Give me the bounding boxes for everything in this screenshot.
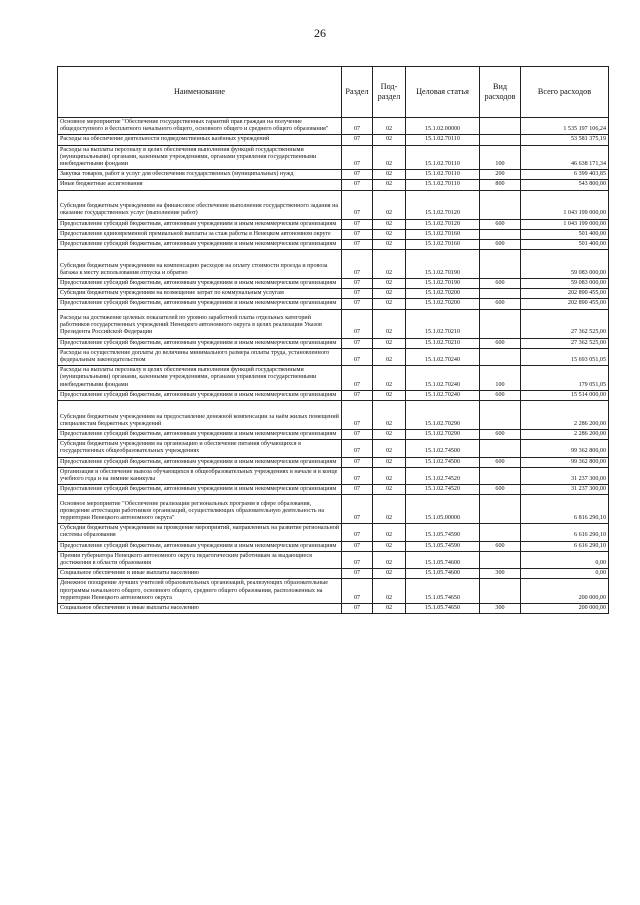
cell-target: 15.1.02.70200 bbox=[406, 299, 480, 309]
cell-section: 07 bbox=[342, 603, 373, 613]
cell-kind: 600 bbox=[480, 485, 521, 495]
table-row bbox=[58, 309, 609, 338]
cell-subsection: 02 bbox=[373, 309, 406, 338]
cell-total: 27 362 525,00 bbox=[521, 338, 609, 348]
cell-kind bbox=[480, 400, 521, 429]
cell-total: 15 514 000,00 bbox=[521, 390, 609, 400]
cell-section: 07 bbox=[342, 579, 373, 604]
table-row bbox=[58, 338, 609, 348]
cell-name: Иные бюджетные ассигнования bbox=[58, 180, 342, 190]
cell-subsection: 02 bbox=[373, 239, 406, 249]
cell-kind bbox=[480, 524, 521, 541]
cell-kind bbox=[480, 551, 521, 568]
table-row bbox=[58, 485, 609, 495]
table-row bbox=[58, 603, 609, 613]
cell-target: 15.1.02.74500 bbox=[406, 440, 480, 457]
header-subsection: Под- раздел bbox=[373, 67, 406, 118]
cell-target: 15.1.02.70110 bbox=[406, 180, 480, 190]
cell-section: 07 bbox=[342, 541, 373, 551]
table-row bbox=[58, 524, 609, 541]
cell-section: 07 bbox=[342, 118, 373, 135]
cell-target: 15.1.05.74600 bbox=[406, 551, 480, 568]
cell-kind bbox=[480, 579, 521, 604]
cell-subsection: 02 bbox=[373, 135, 406, 145]
cell-total: 202 890 455,00 bbox=[521, 289, 609, 299]
header-section: Раздел bbox=[342, 67, 373, 118]
table-row bbox=[58, 239, 609, 249]
cell-target: 15.1.02.70290 bbox=[406, 400, 480, 429]
cell-subsection: 02 bbox=[373, 457, 406, 467]
cell-target: 15.1.02.70120 bbox=[406, 190, 480, 219]
cell-section: 07 bbox=[342, 348, 373, 365]
cell-name: Предоставление субсидий бюджетным, автономным учреждениям и иным некоммерческим организациям bbox=[58, 279, 342, 289]
table-row bbox=[58, 170, 609, 180]
cell-section: 07 bbox=[342, 170, 373, 180]
cell-section: 07 bbox=[342, 467, 373, 484]
table-row bbox=[58, 348, 609, 365]
cell-subsection: 02 bbox=[373, 145, 406, 170]
cell-total: 1 535 197 106,24 bbox=[521, 118, 609, 135]
page-number: 26 bbox=[314, 26, 326, 40]
cell-name: Основное мероприятие "Обеспечение государственных гарантий прав граждан на получение общедоступного и бесплатного начального общего, основного общего и среднего общего образования" bbox=[58, 118, 342, 135]
cell-kind bbox=[480, 135, 521, 145]
cell-subsection: 02 bbox=[373, 279, 406, 289]
cell-subsection: 02 bbox=[373, 219, 406, 229]
cell-section: 07 bbox=[342, 135, 373, 145]
cell-target: 15.1.02.74500 bbox=[406, 457, 480, 467]
cell-total: 6 399 403,85 bbox=[521, 170, 609, 180]
cell-subsection: 02 bbox=[373, 229, 406, 239]
cell-section: 07 bbox=[342, 524, 373, 541]
table-row bbox=[58, 135, 609, 145]
cell-name: Предоставление субсидий бюджетным, автономным учреждениям и иным некоммерческим организациям bbox=[58, 485, 342, 495]
cell-kind: 600 bbox=[480, 541, 521, 551]
cell-subsection: 02 bbox=[373, 541, 406, 551]
cell-subsection: 02 bbox=[373, 180, 406, 190]
cell-total: 31 237 300,00 bbox=[521, 485, 609, 495]
table-row bbox=[58, 569, 609, 579]
cell-subsection: 02 bbox=[373, 366, 406, 391]
cell-section: 07 bbox=[342, 485, 373, 495]
cell-kind: 600 bbox=[480, 390, 521, 400]
cell-section: 07 bbox=[342, 551, 373, 568]
cell-section: 07 bbox=[342, 190, 373, 219]
cell-name: Предоставление субсидий бюджетным, автономным учреждениям и иным некоммерческим организациям bbox=[58, 338, 342, 348]
cell-kind bbox=[480, 250, 521, 279]
cell-target: 15.1.02.74520 bbox=[406, 467, 480, 484]
cell-name: Субсидии бюджетным учреждениям на компенсацию расходов на оплату стоимости проезда и провоза багажа к месту использования отпуска и обратно bbox=[58, 250, 342, 279]
cell-kind bbox=[480, 440, 521, 457]
cell-total: 2 286 200,00 bbox=[521, 429, 609, 439]
cell-subsection: 02 bbox=[373, 338, 406, 348]
cell-target: 15.1.02.70240 bbox=[406, 366, 480, 391]
cell-target: 15.1.02.70160 bbox=[406, 239, 480, 249]
table-row bbox=[58, 541, 609, 551]
cell-kind: 300 bbox=[480, 569, 521, 579]
header-kind: Вид расходов bbox=[480, 67, 521, 118]
table-row bbox=[58, 118, 609, 135]
cell-total: 2 286 200,00 bbox=[521, 400, 609, 429]
cell-subsection: 02 bbox=[373, 579, 406, 604]
cell-name: Предоставление субсидий бюджетным, автономным учреждениям и иным некоммерческим организациям bbox=[58, 390, 342, 400]
cell-name: Предоставление единовременной премиальной выплаты за стаж работы в Ненецком автономном округе bbox=[58, 229, 342, 239]
cell-total: 15 693 051,05 bbox=[521, 348, 609, 365]
header-name: Наименование bbox=[58, 67, 342, 118]
table-header bbox=[58, 67, 609, 118]
cell-target: 15.1.05.74590 bbox=[406, 524, 480, 541]
cell-total: 46 638 171,34 bbox=[521, 145, 609, 170]
cell-section: 07 bbox=[342, 219, 373, 229]
cell-subsection: 02 bbox=[373, 289, 406, 299]
cell-total: 200 000,00 bbox=[521, 579, 609, 604]
cell-target: 15.1.02.70160 bbox=[406, 229, 480, 239]
cell-target: 15.1.02.70210 bbox=[406, 338, 480, 348]
cell-total: 1 043 199 000,00 bbox=[521, 219, 609, 229]
cell-section: 07 bbox=[342, 495, 373, 524]
cell-total: 501 400,00 bbox=[521, 229, 609, 239]
cell-subsection: 02 bbox=[373, 569, 406, 579]
cell-subsection: 02 bbox=[373, 429, 406, 439]
cell-name: Организация и обеспечение вывоза обучающихся в общеобразовательных учреждениях в начале и в конце учебного года и на зимние каникулы bbox=[58, 467, 342, 484]
cell-kind: 100 bbox=[480, 145, 521, 170]
cell-section: 07 bbox=[342, 299, 373, 309]
cell-target: 15.1.05.00000 bbox=[406, 495, 480, 524]
cell-kind: 600 bbox=[480, 429, 521, 439]
cell-name: Расходы на выплаты персоналу в целях обеспечения выполнения функций государственными (муниципальными) органами, казенными учреждениями, органами управления государственными внебюджетными фондами bbox=[58, 366, 342, 391]
cell-section: 07 bbox=[342, 338, 373, 348]
cell-name: Расходы на осуществление доплаты до величины минимального размера оплаты труда, установленного федеральным законодательством bbox=[58, 348, 342, 365]
table-row bbox=[58, 440, 609, 457]
cell-kind: 600 bbox=[480, 457, 521, 467]
cell-kind: 100 bbox=[480, 366, 521, 391]
table-row bbox=[58, 400, 609, 429]
cell-name: Субсидии бюджетным учреждениям на возмещение затрат по коммунальным услугам bbox=[58, 289, 342, 299]
cell-total: 99 362 800,00 bbox=[521, 440, 609, 457]
cell-kind bbox=[480, 229, 521, 239]
table-row bbox=[58, 366, 609, 391]
cell-target: 15.1.02.70190 bbox=[406, 279, 480, 289]
cell-subsection: 02 bbox=[373, 440, 406, 457]
cell-name: Субсидии бюджетным учреждениям на организацию и обеспечение питания обучающихся в государственных общеобразовательных учреждениях bbox=[58, 440, 342, 457]
cell-target: 15.1.02.70110 bbox=[406, 170, 480, 180]
table-row bbox=[58, 467, 609, 484]
cell-name: Социальное обеспечение и иные выплаты населению bbox=[58, 569, 342, 579]
cell-section: 07 bbox=[342, 440, 373, 457]
cell-target: 15.1.02.70290 bbox=[406, 429, 480, 439]
cell-section: 07 bbox=[342, 390, 373, 400]
cell-subsection: 02 bbox=[373, 400, 406, 429]
cell-total: 0,00 bbox=[521, 569, 609, 579]
cell-total: 99 362 800,00 bbox=[521, 457, 609, 467]
cell-target: 15.1.05.74590 bbox=[406, 541, 480, 551]
table-row bbox=[58, 390, 609, 400]
cell-section: 07 bbox=[342, 400, 373, 429]
cell-kind: 600 bbox=[480, 239, 521, 249]
table-row bbox=[58, 429, 609, 439]
cell-section: 07 bbox=[342, 289, 373, 299]
cell-kind: 600 bbox=[480, 338, 521, 348]
cell-kind: 600 bbox=[480, 299, 521, 309]
cell-subsection: 02 bbox=[373, 118, 406, 135]
cell-name: Субсидии бюджетным учреждениям на финансовое обеспечение выполнения государственного задания на оказание государственных услуг (выполнение работ) bbox=[58, 190, 342, 219]
cell-subsection: 02 bbox=[373, 603, 406, 613]
cell-target: 15.1.02.00000 bbox=[406, 118, 480, 135]
cell-name: Расходы на достижение целевых показателей по уровню заработной платы отдельных категорий работников государственных учреждений Ненецкого автономного округа в целях реализации Указов Президента Российской Федерации bbox=[58, 309, 342, 338]
cell-total: 1 043 199 000,00 bbox=[521, 190, 609, 219]
cell-total: 6 616 290,10 bbox=[521, 524, 609, 541]
cell-target: 15.1.05.74600 bbox=[406, 569, 480, 579]
cell-name: Предоставление субсидий бюджетным, автономным учреждениям и иным некоммерческим организациям bbox=[58, 299, 342, 309]
table-row bbox=[58, 229, 609, 239]
cell-section: 07 bbox=[342, 309, 373, 338]
cell-section: 07 bbox=[342, 145, 373, 170]
table-row bbox=[58, 145, 609, 170]
cell-subsection: 02 bbox=[373, 190, 406, 219]
cell-name: Предоставление субсидий бюджетным, автономным учреждениям и иным некоммерческим организациям bbox=[58, 429, 342, 439]
cell-section: 07 bbox=[342, 250, 373, 279]
table-row bbox=[58, 190, 609, 219]
cell-total: 6 616 290,10 bbox=[521, 541, 609, 551]
cell-total: 27 362 525,00 bbox=[521, 309, 609, 338]
cell-target: 15.1.02.70240 bbox=[406, 348, 480, 365]
cell-subsection: 02 bbox=[373, 524, 406, 541]
cell-section: 07 bbox=[342, 569, 373, 579]
cell-subsection: 02 bbox=[373, 299, 406, 309]
cell-name: Денежное поощрение лучших учителей образовательных организаций, реализующих образовательные программы начального общего, основного общего, среднего общего образования, расположенных на территории Ненецкого автономного округа bbox=[58, 579, 342, 604]
cell-name: Предоставление субсидий бюджетным, автономным учреждениям и иным некоммерческим организациям bbox=[58, 541, 342, 551]
cell-name: Закупка товаров, работ и услуг для обеспечения государственных (муниципальных) нужд bbox=[58, 170, 342, 180]
cell-total: 0,00 bbox=[521, 551, 609, 568]
table-row bbox=[58, 180, 609, 190]
cell-kind bbox=[480, 309, 521, 338]
cell-total: 6 816 290,10 bbox=[521, 495, 609, 524]
cell-name: Субсидии бюджетным учреждениям на предоставление денежной компенсации за наём жилых помещений специалистам бюджетных учреждений bbox=[58, 400, 342, 429]
cell-section: 07 bbox=[342, 279, 373, 289]
cell-subsection: 02 bbox=[373, 467, 406, 484]
cell-total: 543 800,00 bbox=[521, 180, 609, 190]
cell-section: 07 bbox=[342, 180, 373, 190]
cell-subsection: 02 bbox=[373, 485, 406, 495]
cell-name: Премия губернатора Ненецкого автономного округа педагогическим работникам за выдающиеся достижения в области образования bbox=[58, 551, 342, 568]
header-total: Всего расходов bbox=[521, 67, 609, 118]
cell-section: 07 bbox=[342, 239, 373, 249]
cell-name: Субсидии бюджетным учреждениям на проведение мероприятий, направленных на развитие региональной системы образования bbox=[58, 524, 342, 541]
cell-total: 501 400,00 bbox=[521, 239, 609, 249]
cell-name: Предоставление субсидий бюджетным, автономным учреждениям и иным некоммерческим организациям bbox=[58, 239, 342, 249]
cell-subsection: 02 bbox=[373, 495, 406, 524]
cell-total: 31 237 300,00 bbox=[521, 467, 609, 484]
cell-section: 07 bbox=[342, 429, 373, 439]
cell-kind: 600 bbox=[480, 279, 521, 289]
cell-kind: 300 bbox=[480, 603, 521, 613]
cell-target: 15.1.05.74650 bbox=[406, 603, 480, 613]
cell-target: 15.1.02.70120 bbox=[406, 219, 480, 229]
cell-total: 179 051,05 bbox=[521, 366, 609, 391]
table-row bbox=[58, 495, 609, 524]
cell-name: Предоставление субсидий бюджетным, автономным учреждениям и иным некоммерческим организациям bbox=[58, 457, 342, 467]
table-row bbox=[58, 289, 609, 299]
cell-kind: 800 bbox=[480, 180, 521, 190]
header-target: Целовая статья bbox=[406, 67, 480, 118]
cell-name: Предоставление субсидий бюджетным, автономным учреждениям и иным некоммерческим организациям bbox=[58, 219, 342, 229]
table-row bbox=[58, 219, 609, 229]
table-row bbox=[58, 299, 609, 309]
cell-target: 15.1.02.70110 bbox=[406, 145, 480, 170]
cell-target: 15.1.02.70200 bbox=[406, 289, 480, 299]
cell-target: 15.1.05.74650 bbox=[406, 579, 480, 604]
table-row bbox=[58, 579, 609, 604]
cell-total: 200 000,00 bbox=[521, 603, 609, 613]
cell-subsection: 02 bbox=[373, 390, 406, 400]
cell-kind bbox=[480, 467, 521, 484]
cell-kind bbox=[480, 348, 521, 365]
table-body bbox=[58, 118, 609, 614]
cell-target: 15.1.02.74520 bbox=[406, 485, 480, 495]
cell-kind bbox=[480, 118, 521, 135]
budget-table bbox=[57, 66, 609, 614]
cell-target: 15.1.02.70210 bbox=[406, 309, 480, 338]
cell-subsection: 02 bbox=[373, 170, 406, 180]
cell-target: 15.1.02.70110 bbox=[406, 135, 480, 145]
cell-name: Основное мероприятие "Обеспечение реализации региональных программ в сфере образования, проведение аттестации работников организаций, осуществляющих образовательную деятельность на территории Ненецкого автономного округа" bbox=[58, 495, 342, 524]
cell-total: 53 581 375,19 bbox=[521, 135, 609, 145]
table-row bbox=[58, 457, 609, 467]
cell-subsection: 02 bbox=[373, 551, 406, 568]
cell-kind: 600 bbox=[480, 219, 521, 229]
cell-name: Социальное обеспечение и иные выплаты населению bbox=[58, 603, 342, 613]
cell-kind bbox=[480, 190, 521, 219]
cell-total: 59 083 000,00 bbox=[521, 250, 609, 279]
cell-section: 07 bbox=[342, 366, 373, 391]
cell-total: 59 083 000,00 bbox=[521, 279, 609, 289]
table-row bbox=[58, 551, 609, 568]
cell-subsection: 02 bbox=[373, 348, 406, 365]
cell-target: 15.1.02.70190 bbox=[406, 250, 480, 279]
cell-kind bbox=[480, 495, 521, 524]
cell-target: 15.1.02.70240 bbox=[406, 390, 480, 400]
cell-total: 202 890 455,00 bbox=[521, 299, 609, 309]
cell-section: 07 bbox=[342, 229, 373, 239]
cell-subsection: 02 bbox=[373, 250, 406, 279]
cell-name: Расходы на обеспечение деятельности подведомственных казённых учреждений bbox=[58, 135, 342, 145]
cell-section: 07 bbox=[342, 457, 373, 467]
cell-name: Расходы на выплаты персоналу в целях обеспечения выполнения функций государственными (муниципальными) органами, казенными учреждениями, органами управления государственными внебюджетными фондами bbox=[58, 145, 342, 170]
cell-kind: 200 bbox=[480, 170, 521, 180]
cell-kind bbox=[480, 289, 521, 299]
table-row bbox=[58, 279, 609, 289]
table-row bbox=[58, 250, 609, 279]
